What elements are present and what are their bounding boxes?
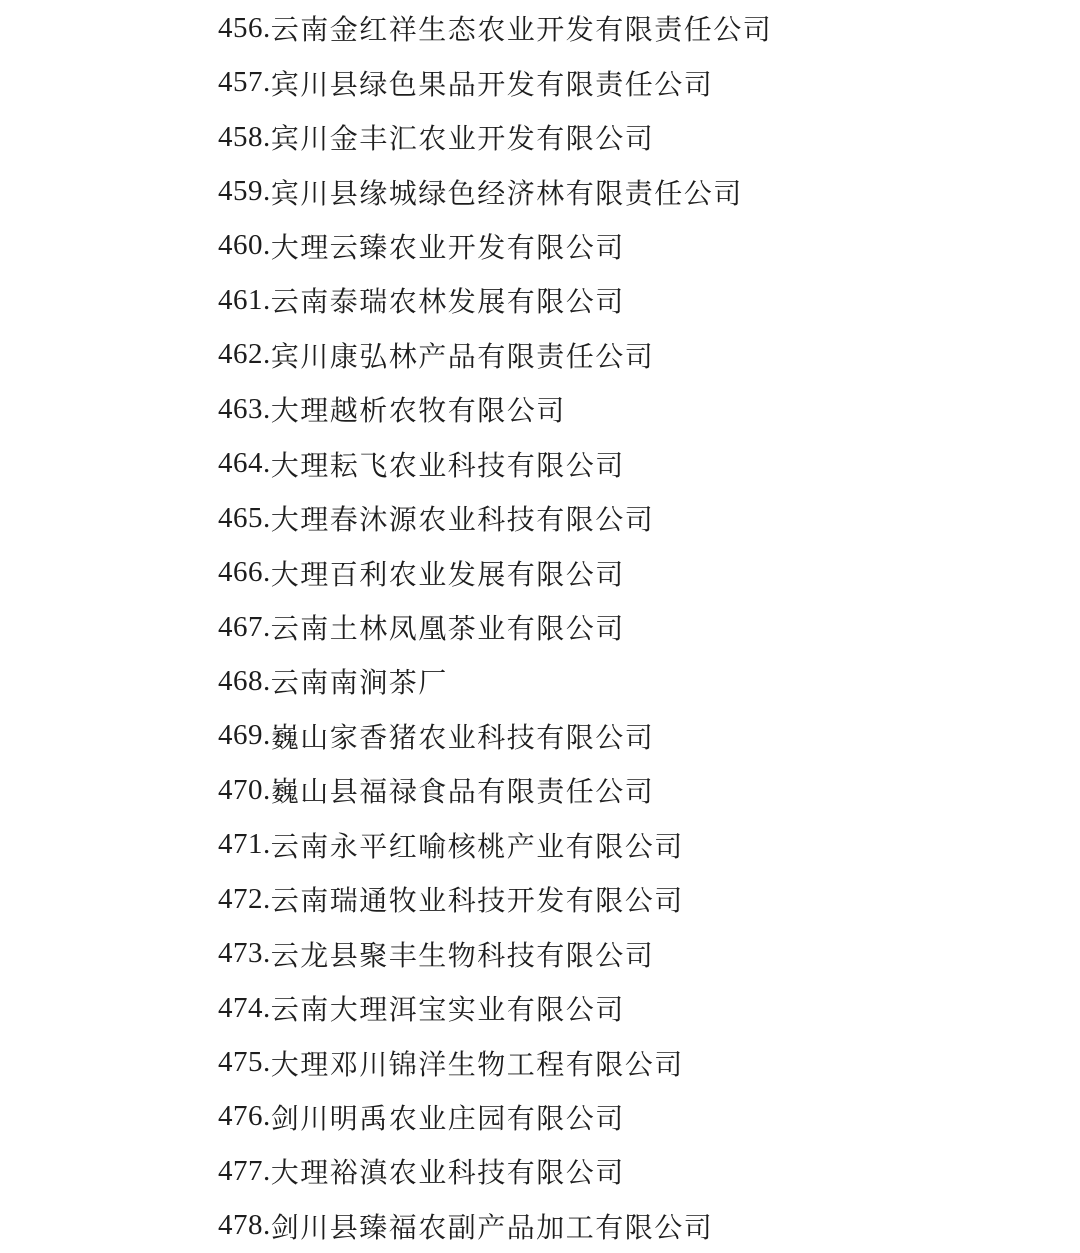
- item-number: 456.: [218, 11, 271, 44]
- item-number: 463.: [218, 392, 271, 425]
- item-company: 大理春沐源农业科技有限公司: [270, 505, 655, 537]
- item-number: 475.: [218, 1046, 271, 1079]
- item-number: 458.: [218, 120, 271, 153]
- list-item: [0, 654, 1080, 708]
- item-number: 476.: [218, 1100, 271, 1133]
- list-item: [0, 600, 1080, 654]
- list-item: [0, 491, 1080, 545]
- list-item: [0, 545, 1080, 599]
- item-company: 云南大理洱宝实业有限公司: [270, 995, 625, 1027]
- list-item: [0, 1199, 1080, 1253]
- item-number: 468.: [218, 664, 271, 697]
- item-company: 巍山家香猪农业科技有限公司: [270, 722, 655, 754]
- item-company: 大理耘飞农业科技有限公司: [270, 450, 625, 482]
- list-item: [0, 709, 1080, 763]
- company-list: [0, 1, 1080, 1253]
- item-company: 云南金红祥生态农业开发有限责任公司: [270, 15, 773, 47]
- item-company: 宾川金丰汇农业开发有限公司: [270, 124, 655, 156]
- item-number: 471.: [218, 828, 271, 861]
- list-item: [0, 926, 1080, 980]
- item-company: 宾川县绿色果品开发有限责任公司: [270, 69, 714, 101]
- item-number: 477.: [218, 1154, 271, 1187]
- item-number: 460.: [218, 229, 271, 262]
- item-company: 宾川康弘林产品有限责任公司: [270, 341, 655, 373]
- list-item: [0, 55, 1080, 109]
- list-item: [0, 437, 1080, 491]
- item-company: 大理百利农业发展有限公司: [270, 559, 625, 591]
- list-item: [0, 1, 1080, 55]
- item-company: 大理云臻农业开发有限公司: [270, 232, 625, 264]
- item-company: 云龙县聚丰生物科技有限公司: [270, 940, 655, 972]
- item-number: 457.: [218, 66, 271, 99]
- list-item: [0, 1144, 1080, 1198]
- item-number: 474.: [218, 991, 271, 1024]
- list-item: [0, 818, 1080, 872]
- list-item: [0, 273, 1080, 327]
- item-number: 466.: [218, 556, 271, 589]
- item-company: 大理邓川锦洋生物工程有限公司: [270, 1049, 684, 1081]
- list-item: [0, 1035, 1080, 1089]
- list-item: [0, 164, 1080, 218]
- list-item: [0, 763, 1080, 817]
- item-number: 472.: [218, 882, 271, 915]
- item-company: 云南南涧茶厂: [270, 668, 448, 700]
- item-company: 大理裕滇农业科技有限公司: [270, 1158, 625, 1190]
- item-number: 478.: [218, 1209, 271, 1242]
- list-item: [0, 328, 1080, 382]
- item-company: 巍山县福禄食品有限责任公司: [270, 777, 655, 809]
- list-item: [0, 382, 1080, 436]
- item-number: 465.: [218, 501, 271, 534]
- item-company: 剑川县臻福农副产品加工有限公司: [270, 1212, 714, 1244]
- item-company: 云南土林凤凰茶业有限公司: [270, 614, 625, 646]
- item-number: 470.: [218, 773, 271, 806]
- list-item: [0, 981, 1080, 1035]
- item-number: 464.: [218, 447, 271, 480]
- item-number: 461.: [218, 283, 271, 316]
- item-company: 剑川明禹农业庄园有限公司: [270, 1103, 625, 1135]
- list-item: [0, 872, 1080, 926]
- item-number: 459.: [218, 175, 271, 208]
- list-item: [0, 219, 1080, 273]
- item-number: 467.: [218, 610, 271, 643]
- item-company: 宾川县缘城绿色经济林有限责任公司: [270, 178, 743, 210]
- list-item: [0, 1090, 1080, 1144]
- list-item: [0, 110, 1080, 164]
- item-number: 473.: [218, 937, 271, 970]
- item-number: 469.: [218, 719, 271, 752]
- item-company: 云南永平红喻核桃产业有限公司: [270, 831, 684, 863]
- item-company: 云南泰瑞农林发展有限公司: [270, 287, 625, 319]
- item-number: 462.: [218, 338, 271, 371]
- item-company: 云南瑞通牧业科技开发有限公司: [270, 886, 684, 918]
- item-company: 大理越析农牧有限公司: [270, 396, 566, 428]
